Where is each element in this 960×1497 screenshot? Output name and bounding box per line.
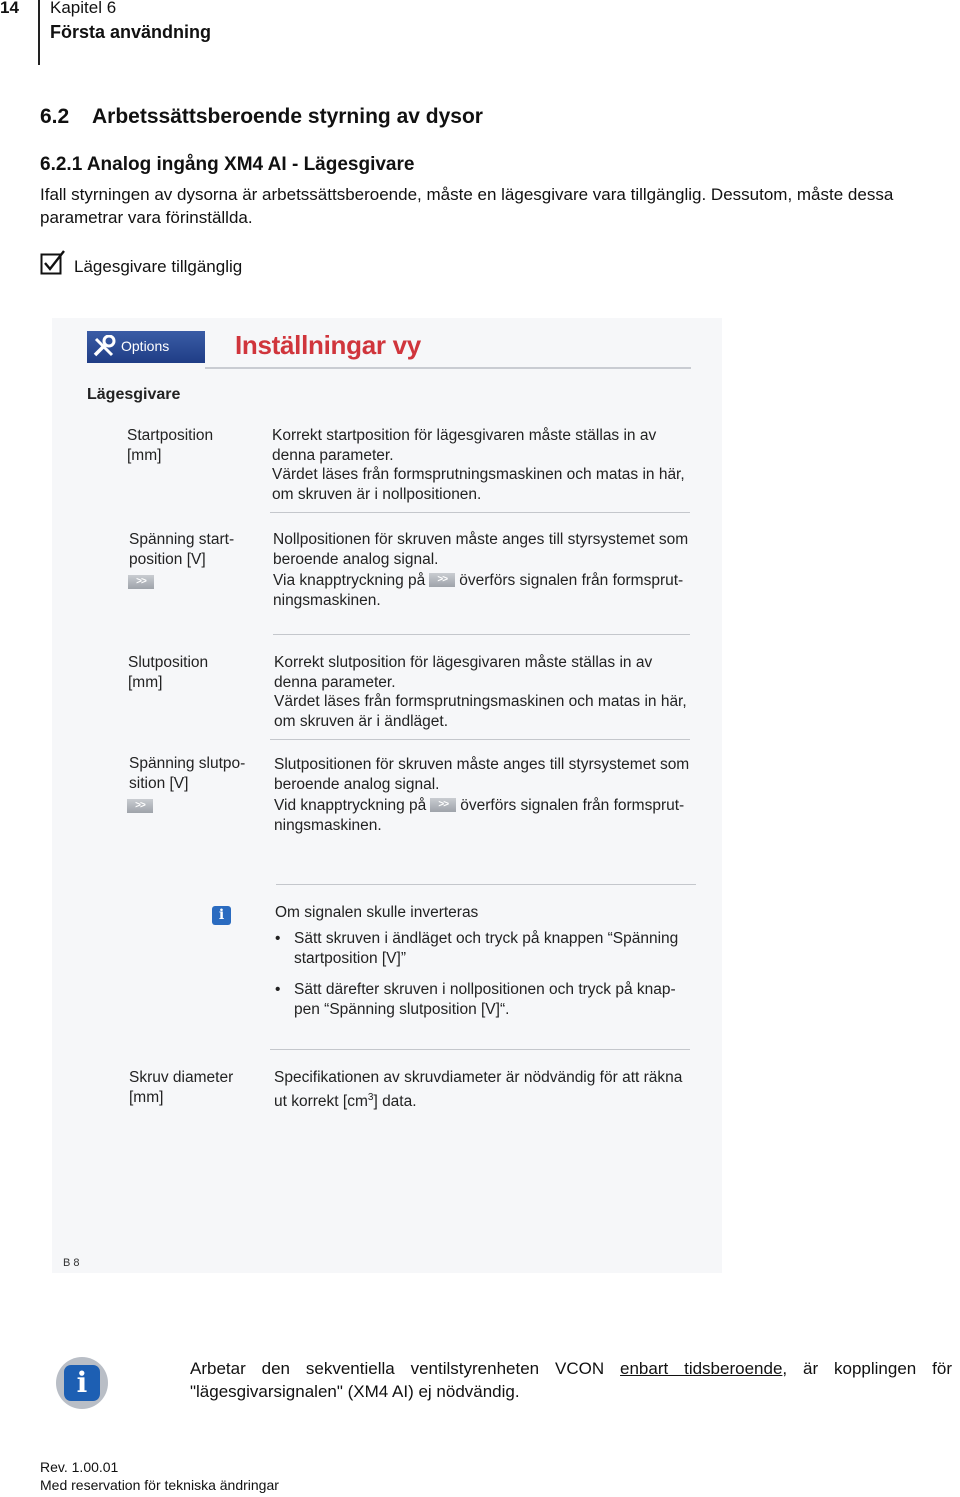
note-text: , är kopplingen för "lägesgivarsignalen" (XM4 AI) ej nödvändig. [190, 1359, 952, 1401]
param-name: Spänning slutpo- [129, 755, 246, 772]
desc-line: beroende analog signal. [273, 550, 439, 568]
desc-line [274, 796, 719, 816]
param-voltage-end-description [274, 755, 719, 835]
header-divider [38, 0, 40, 65]
checkbox-checked-icon [40, 250, 66, 276]
read-signal-start-button[interactable]: >> [128, 575, 154, 589]
desc-line: Korrekt startposition för lägesgivaren måste ställas in av [272, 427, 657, 444]
desc-line: Slutpositionen för skruven måste anges till styrsystemet som [274, 756, 690, 773]
screen-title-divider [205, 367, 691, 369]
desc-line: ningsmaskinen. [274, 816, 382, 834]
read-signal-end-button[interactable]: >> [127, 799, 153, 813]
desc-text: överförs signalen från formsprut- [459, 572, 684, 589]
desc-line: ningsmaskinen. [273, 591, 381, 609]
param-voltage-start-description [273, 530, 718, 610]
bullet-text [294, 929, 694, 968]
bullet-line: startposition [V]” [294, 949, 406, 967]
desc-line: om skruven är i ändläget. [274, 712, 449, 730]
desc-line: Värdet läses från formsprutningsmaskinen och matas in här, [272, 466, 685, 483]
desc-line [273, 571, 718, 591]
desc-line: Nollpositionen för skruven måste anges till styrsystemet som [273, 531, 689, 548]
param-voltage-end-label [129, 754, 245, 793]
param-name: Startposition [127, 427, 214, 444]
section-title: Arbetssättsberoende styrning av dysor [92, 105, 483, 128]
desc-text: ut korrekt [cm [274, 1092, 368, 1110]
param-voltage-start-label [129, 530, 234, 569]
list-item [275, 980, 695, 1020]
desc-text: ] data. [373, 1092, 417, 1110]
divider [270, 739, 690, 740]
note-text: Arbetar den sekventiella ventilstyrenheten VCON [190, 1359, 621, 1378]
chapter-title: Första användning [50, 22, 212, 42]
param-startposition-label [127, 426, 213, 465]
page-number: 14 [0, 0, 19, 17]
desc-line: denna parameter. [272, 446, 394, 464]
chevron-inline-icon: >> [430, 798, 456, 812]
param-slutposition-label [128, 653, 208, 692]
bullet-line: Sätt därefter skruven i nollpositionen och tryck på knap- [294, 981, 676, 998]
desc-line: denna parameter. [274, 673, 396, 691]
divider [270, 512, 690, 513]
chevron-inline-icon: >> [429, 573, 455, 587]
superscript: 3 [367, 1091, 374, 1103]
divider [270, 1049, 690, 1050]
param-unit: [mm] [127, 446, 162, 464]
param-slutposition-description [274, 653, 714, 731]
chapter-label: Kapitel 6 [50, 0, 117, 17]
desc-text: överförs signalen från formsprut- [460, 797, 685, 814]
bullet-text [294, 980, 694, 1019]
divider [276, 884, 696, 885]
desc-line: Korrekt slutposition för lägesgivaren måste ställas in av [274, 654, 653, 671]
bullet-line: Sätt skruven i ändläget och tryck på knappen “Spänning [294, 930, 679, 947]
param-name: Skruv diameter [129, 1069, 234, 1086]
desc-text: Via knapptryckning på [273, 572, 426, 589]
param-unit: [mm] [128, 673, 163, 691]
bullet-line: pen “Spänning slutposition [V]“. [294, 1000, 510, 1018]
param-name: Spänning start- [129, 531, 235, 548]
options-button[interactable] [87, 331, 205, 363]
param-name: Slutposition [128, 654, 209, 671]
figure-label: B 8 [63, 1257, 80, 1269]
note-paragraph [190, 1357, 952, 1403]
bullet-icon: • [275, 930, 281, 947]
param-startposition-description [272, 426, 712, 504]
intro-paragraph: Ifall styrningen av dysorna är arbetssättsberoende, måste en lägesgivare vara tillgänglig. Dessutom, måste dessa parametrar vara förinställda. [40, 185, 894, 227]
param-unit: sition [V] [129, 774, 189, 792]
param-unit: position [V] [129, 550, 206, 568]
param-diameter-label [129, 1068, 233, 1107]
note-underlined: enbart tidsberoende [620, 1359, 783, 1378]
desc-line: om skruven är i nollpositionen. [272, 485, 482, 503]
checkbox-label: Lägesgivare tillgänglig [74, 257, 243, 276]
info-icon: i [212, 906, 231, 925]
param-unit: [mm] [129, 1088, 164, 1106]
desc-line [274, 1088, 719, 1112]
section-heading [40, 105, 483, 129]
desc-line: beroende analog signal. [274, 775, 440, 793]
desc-line: Värdet läses från formsprutningsmaskinen och matas in här, [274, 693, 687, 710]
reservation-note: Med reservation för tekniska ändringar [40, 1477, 279, 1493]
revision: Rev. 1.00.01 [40, 1459, 119, 1475]
subsection-heading: 6.2.1 Analog ingång XM4 AI - Lägesgivare [40, 154, 415, 175]
desc-text: Vid knapptryckning på [274, 797, 427, 814]
list-item [275, 929, 695, 969]
bullet-icon: • [275, 981, 281, 998]
options-label: Options [121, 338, 170, 354]
group-label: Lägesgivare [87, 386, 181, 403]
info-icon: i [56, 1357, 108, 1409]
param-diameter-description [274, 1068, 719, 1111]
info-title: Om signalen skulle inverteras [275, 904, 479, 921]
screen-title: Inställningar vy [235, 330, 421, 360]
section-number: 6.2 [40, 105, 70, 128]
divider [273, 634, 690, 635]
tools-icon [92, 335, 118, 359]
desc-line: Specifikationen av skruvdiameter är nödvändig för att räkna [274, 1069, 683, 1086]
